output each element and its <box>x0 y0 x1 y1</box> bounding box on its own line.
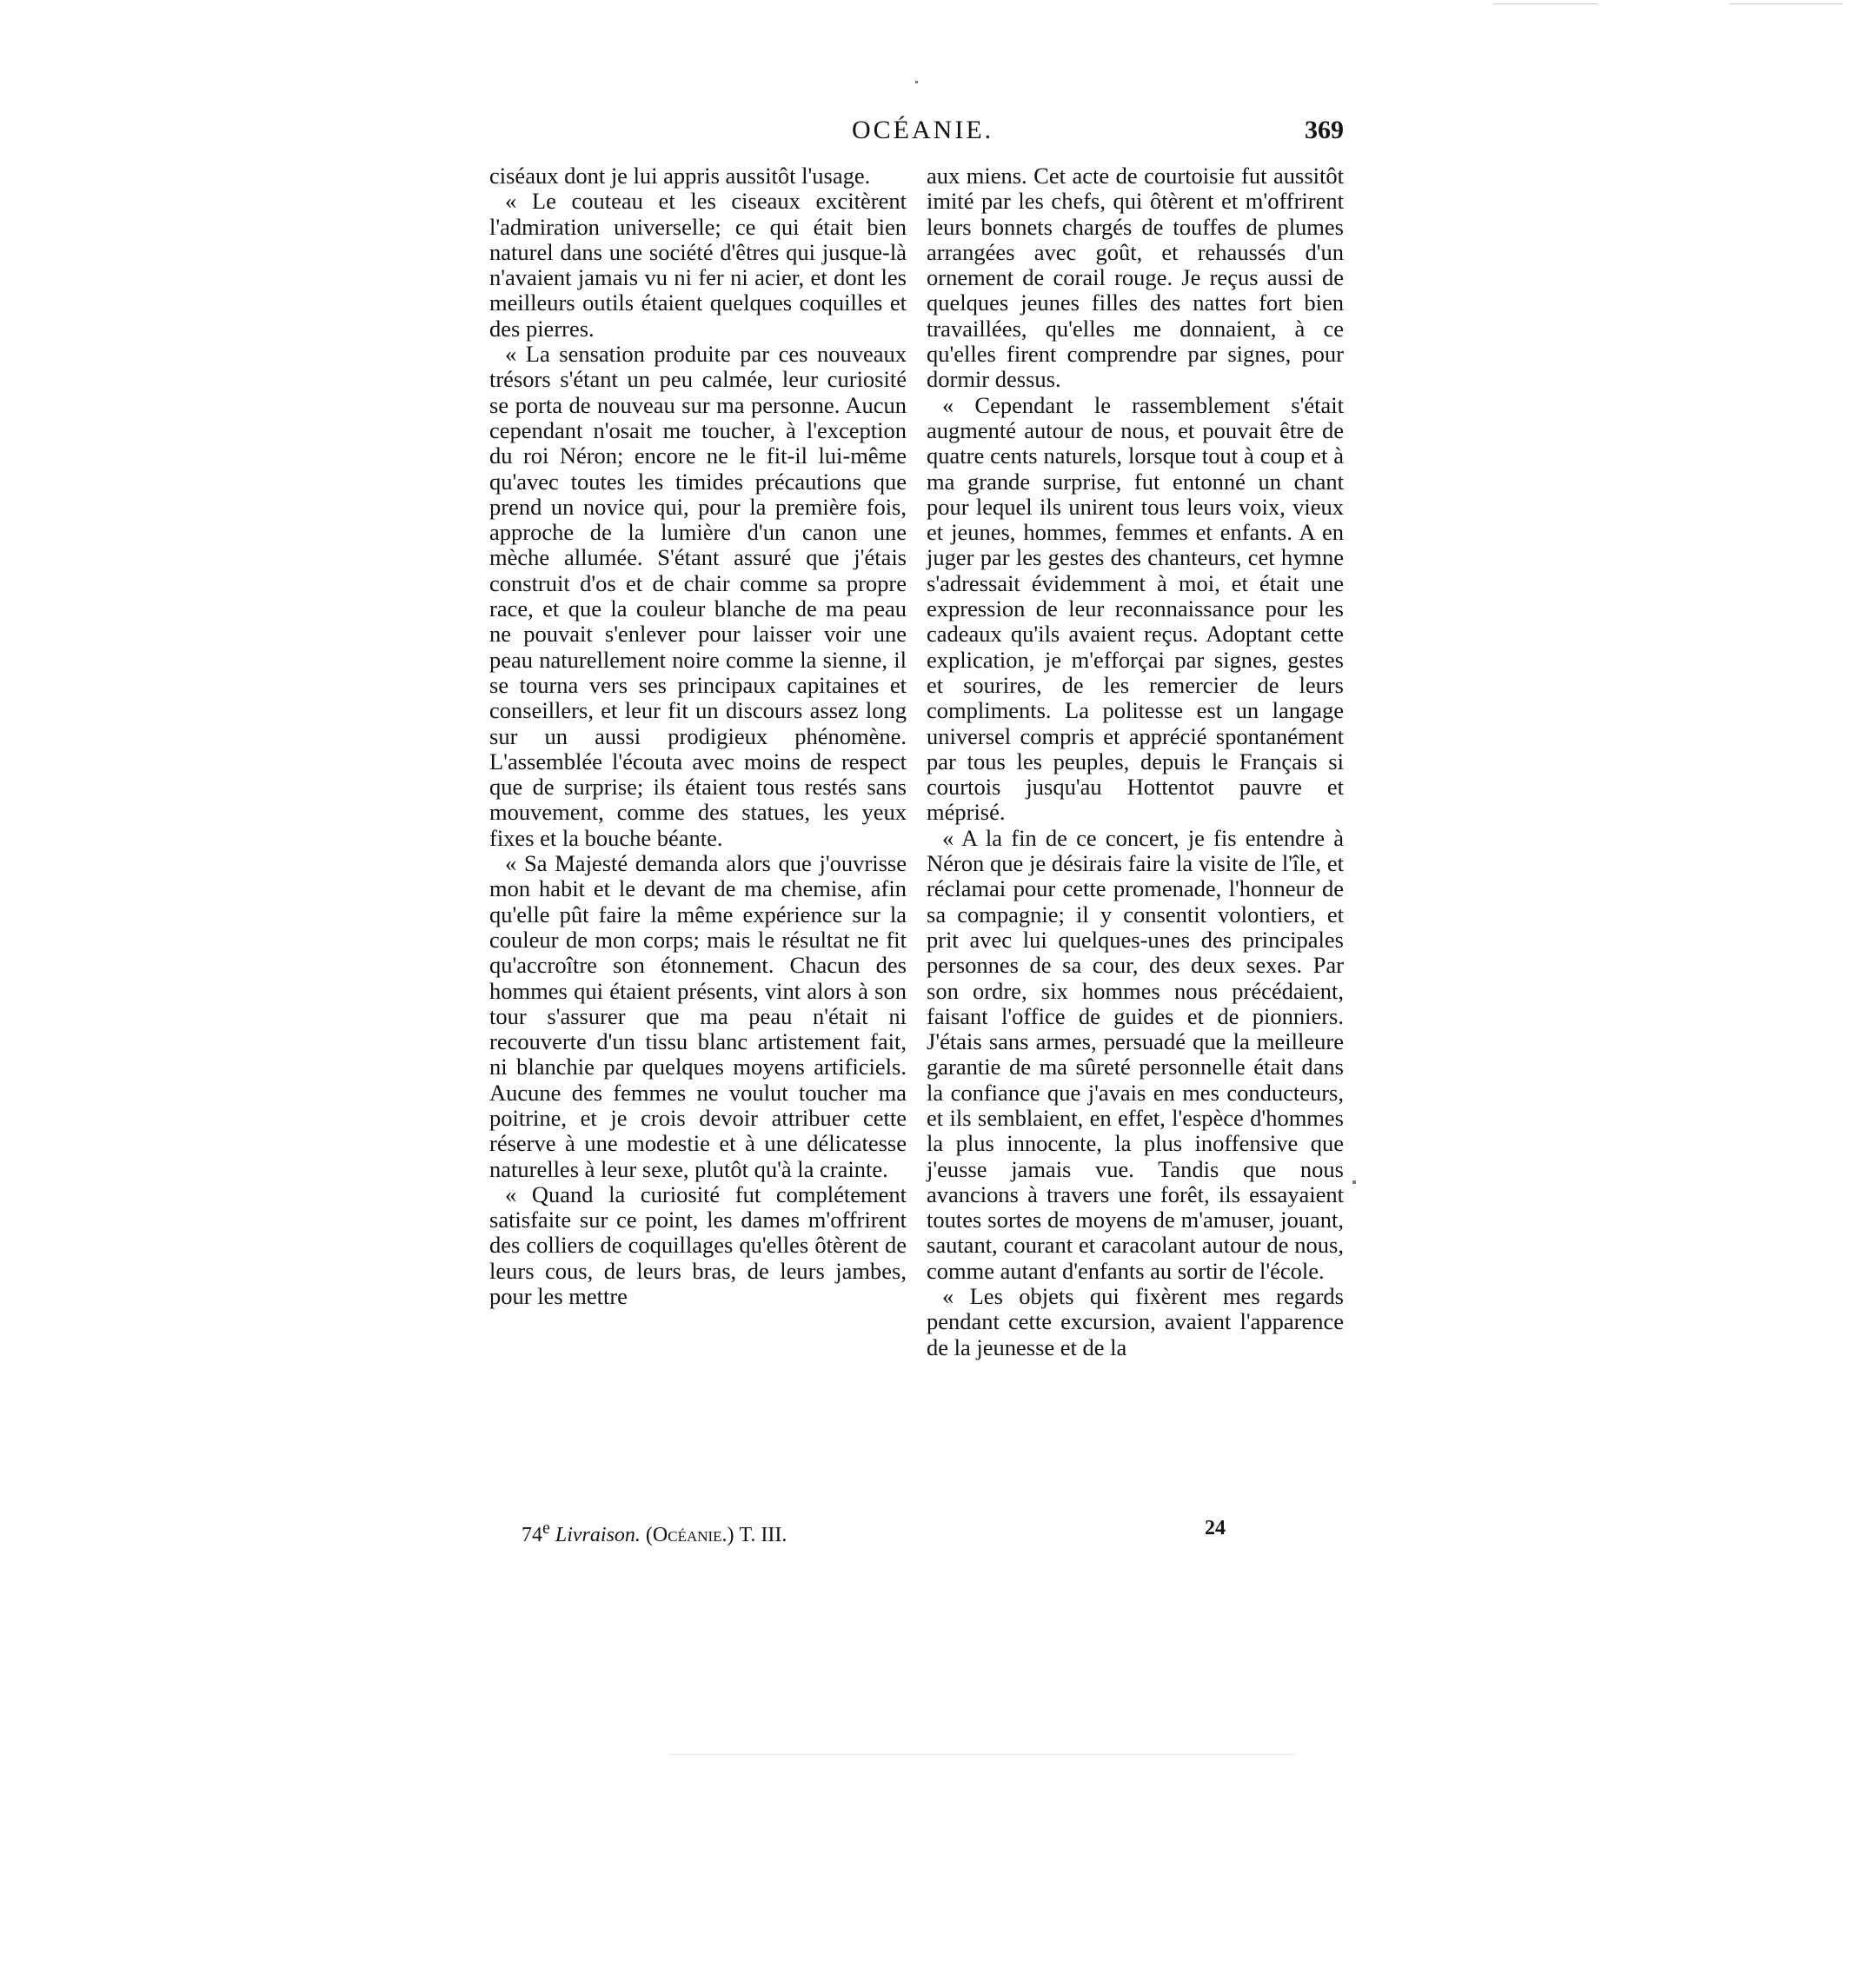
signature-word: Livraison. <box>555 1524 641 1546</box>
paragraph: « A la fin de ce concert, je fis entendre à Néron que je désirais faire la visite de l'île, et réclamai pour cette promenade, l'honneur de sa compagnie; il y consentit volontiers, et prit avec lui quelques-unes des principales personnes de sa cour, des deux sexes. Par son ordre, six hommes nous précédaient, faisant l'office de guides et de pionniers. J'étais sans armes, persuadé que la meilleure garantie de ma sûreté personnelle était dans la confiance que j'avais en mes conducteurs, et ils semblaient, en effet, l'espèce d'hommes la plus innocente, la plus inoffensive que j'eusse jamais vue. Tandis que nous avancions à travers une forêt, ils essayaient toutes sortes de moyens de m'amuser, jouant, sautant, courant et caracolant autour de nous, comme autant d'enfants au sortir de l'école. <box>927 824 1344 1284</box>
paragraph: « Sa Majesté demanda alors que j'ouvrisse mon habit et le devant de ma chemise, afin qu'elle pût faire la même expérience sur la couleur de mon corps; mais le résultat ne fit qu'accroître son étonnement. Chacun des hommes qui étaient présents, vint alors à son tour s'assurer que ma peau n'était ni recouverte d'un tissu blanc artistement fait, ni blanchie par quelques moyens artificiels. Aucune des femmes ne voulut toucher ma poitrine, et je crois devoir attribuer cette réserve à une modestie et à une délicatesse naturelles à leur sexe, plutôt qu'à la crainte. <box>489 850 907 1182</box>
signature-volume: T. III. <box>739 1524 787 1546</box>
scan-speck <box>1352 1180 1356 1184</box>
right-column <box>927 163 1344 1502</box>
paragraph: « Les objets qui fixèrent mes regards pendant cette excursion, avaient l'apparence de la jeunesse et de la <box>927 1283 1344 1360</box>
scan-edge-line <box>669 1754 1295 1755</box>
signature-number: 74 <box>522 1524 542 1546</box>
paragraph: « Cependant le rassemblement s'était augmenté autour de nous, et pouvait être de quatre cents naturels, lorsque tout à coup et à ma grande surprise, fut entonné un chant pour lequel ils unirent tous leurs voix, vieux et jeunes, hommes, femmes et enfants. A en juger par les gestes des chanteurs, cet hymne s'adressait évidemment à moi, et était une expression de leur reconnaissance pour les cadeaux qu'ils avaient reçus. Adoptant cette explication, je m'efforçai par signes, gestes et sourires, de les remercier de leurs compliments. La politesse est un langage universel compris et apprécié spontanément par tous les peuples, depuis le Français si courtois jusqu'au Hottentot pauvre et méprisé. <box>927 391 1344 826</box>
page-number: 369 <box>1305 116 1344 144</box>
paragraph: aux miens. Cet acte de courtoisie fut aussitôt imité par les chefs, qui ôtèrent et m'offrirent leurs bonnets chargés de touffes de plumes arrangées avec goût, et rehaussés d'un ornement de corail rouge. Je reçus aussi de quelques jeunes filles des nattes fort bien travaillées, qu'elles me donnaient, à ce qu'elles firent comprendre par signes, pour dormir dessus. <box>927 163 1344 393</box>
paragraph: « Le couteau et les ciseaux excitèrent l'admiration universelle; ce qui était bien naturel dans une société d'êtres qui jusque-là n'avaient jamais vu ni fer ni acier, et dont les meilleurs outils étaient quelques coquilles et des pierres. <box>489 188 907 342</box>
scan-edge-line <box>1730 3 1843 4</box>
paragraph: « La sensation produite par ces nouveaux trésors s'étant un peu calmée, leur curiosité se porta de nouveau sur ma personne. Aucun cependant n'osait me toucher, à l'exception du roi Néron; encore ne le fit-il lui-même qu'avec toutes les timides précautions que prend un novice qui, pour la première fois, approche de la lumière d'un canon une mèche allumée. S'étant assuré que j'étais construit d'os et de chair comme sa propre race, et que la couleur blanche de ma peau ne pouvait s'enlever pour laisser voir une peau naturellement noire comme la sienne, il se tourna vers ses principaux capitaines et conseillers, et leur fit un discours assez long sur un aussi prodigieux phénomène. L'assemblée l'écouta avec moins de respect que de surprise; ils étaient tous restés sans mouvement, comme des statues, les yeux fixes et la bouche béante. <box>489 341 907 851</box>
scan-speck <box>915 81 918 83</box>
running-head <box>487 111 1344 150</box>
signature-line <box>522 1514 787 1549</box>
running-title: OCÉANIE. <box>852 116 994 144</box>
signature-suffix: e <box>542 1519 550 1538</box>
paragraph: « Quand la curiosité fut complétement satisfaite sur ce point, les dames m'offrirent des colliers de coquillages qu'elles ôtèrent de leurs cous, de leurs bras, de leurs jambes, pour les mettre <box>489 1180 907 1310</box>
scan-edge-line <box>1493 3 1598 4</box>
sheet-number: 24 <box>1205 1517 1226 1539</box>
signature-region: (Océanie.) <box>645 1524 734 1546</box>
left-column <box>489 163 907 1502</box>
paragraph: ciséaux dont je lui appris aussitôt l'usage. <box>489 163 871 189</box>
